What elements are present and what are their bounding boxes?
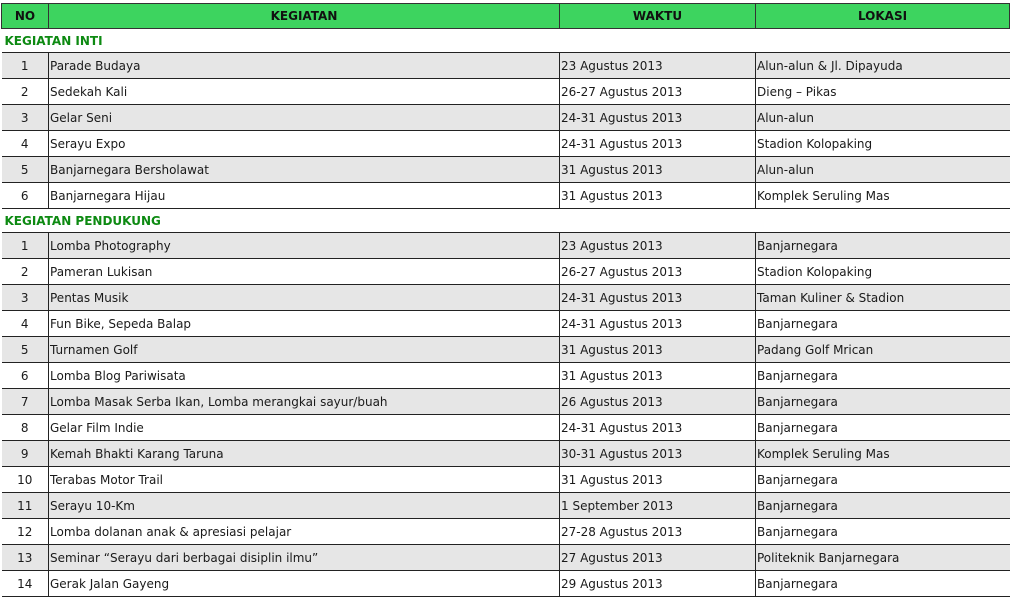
section-row <box>2 209 1010 233</box>
cell-lokasi: Stadion Kolopaking <box>756 259 1010 285</box>
cell-waktu: 23 Agustus 2013 <box>560 53 756 79</box>
cell-lokasi: Banjarnegara <box>756 493 1010 519</box>
cell-waktu: 31 Agustus 2013 <box>560 363 756 389</box>
cell-no: 3 <box>2 285 49 311</box>
cell-no: 5 <box>2 337 49 363</box>
cell-waktu: 31 Agustus 2013 <box>560 467 756 493</box>
table-row <box>2 233 1010 259</box>
schedule-table <box>1 3 1010 597</box>
cell-no: 1 <box>2 233 49 259</box>
cell-kegiatan: Terabas Motor Trail <box>49 467 560 493</box>
table-row <box>2 285 1010 311</box>
section-row <box>2 29 1010 53</box>
cell-no: 9 <box>2 441 49 467</box>
cell-lokasi: Banjarnegara <box>756 363 1010 389</box>
table-row <box>2 415 1010 441</box>
cell-waktu: 29 Agustus 2013 <box>560 571 756 597</box>
cell-lokasi: Taman Kuliner & Stadion <box>756 285 1010 311</box>
cell-kegiatan: Serayu Expo <box>49 131 560 157</box>
cell-waktu: 23 Agustus 2013 <box>560 233 756 259</box>
cell-no: 4 <box>2 311 49 337</box>
cell-kegiatan: Parade Budaya <box>49 53 560 79</box>
cell-kegiatan: Banjarnegara Hijau <box>49 183 560 209</box>
cell-no: 10 <box>2 467 49 493</box>
table-body <box>2 29 1010 597</box>
cell-kegiatan: Turnamen Golf <box>49 337 560 363</box>
table-row <box>2 337 1010 363</box>
cell-lokasi: Banjarnegara <box>756 311 1010 337</box>
cell-waktu: 31 Agustus 2013 <box>560 183 756 209</box>
cell-lokasi: Komplek Seruling Mas <box>756 441 1010 467</box>
cell-no: 3 <box>2 105 49 131</box>
cell-no: 5 <box>2 157 49 183</box>
section-title: KEGIATAN PENDUKUNG <box>2 209 1010 233</box>
cell-no: 7 <box>2 389 49 415</box>
cell-lokasi: Banjarnegara <box>756 519 1010 545</box>
cell-no: 11 <box>2 493 49 519</box>
table-row <box>2 259 1010 285</box>
cell-waktu: 24-31 Agustus 2013 <box>560 415 756 441</box>
table-row <box>2 79 1010 105</box>
cell-kegiatan: Banjarnegara Bersholawat <box>49 157 560 183</box>
cell-lokasi: Banjarnegara <box>756 415 1010 441</box>
table-row <box>2 493 1010 519</box>
cell-no: 8 <box>2 415 49 441</box>
cell-waktu: 24-31 Agustus 2013 <box>560 105 756 131</box>
cell-kegiatan: Seminar “Serayu dari berbagai disiplin ilmu” <box>49 545 560 571</box>
cell-kegiatan: Sedekah Kali <box>49 79 560 105</box>
cell-waktu: 30-31 Agustus 2013 <box>560 441 756 467</box>
cell-lokasi: Komplek Seruling Mas <box>756 183 1010 209</box>
cell-waktu: 24-31 Agustus 2013 <box>560 285 756 311</box>
cell-kegiatan: Kemah Bhakti Karang Taruna <box>49 441 560 467</box>
cell-lokasi: Padang Golf Mrican <box>756 337 1010 363</box>
table-row <box>2 441 1010 467</box>
cell-no: 6 <box>2 183 49 209</box>
cell-lokasi: Alun-alun <box>756 157 1010 183</box>
cell-no: 12 <box>2 519 49 545</box>
cell-lokasi: Politeknik Banjarnegara <box>756 545 1010 571</box>
cell-waktu: 27-28 Agustus 2013 <box>560 519 756 545</box>
cell-kegiatan: Lomba dolanan anak & apresiasi pelajar <box>49 519 560 545</box>
cell-kegiatan: Pameran Lukisan <box>49 259 560 285</box>
cell-waktu: 31 Agustus 2013 <box>560 157 756 183</box>
header-waktu: WAKTU <box>560 4 756 29</box>
table-row <box>2 105 1010 131</box>
cell-no: 2 <box>2 79 49 105</box>
cell-lokasi: Banjarnegara <box>756 389 1010 415</box>
cell-no: 13 <box>2 545 49 571</box>
table-row <box>2 467 1010 493</box>
cell-waktu: 26 Agustus 2013 <box>560 389 756 415</box>
cell-kegiatan: Lomba Masak Serba Ikan, Lomba merangkai sayur/buah <box>49 389 560 415</box>
cell-kegiatan: Lomba Photography <box>49 233 560 259</box>
cell-lokasi: Alun-alun <box>756 105 1010 131</box>
table-row <box>2 53 1010 79</box>
table-row <box>2 157 1010 183</box>
table-row <box>2 389 1010 415</box>
cell-lokasi: Banjarnegara <box>756 571 1010 597</box>
cell-waktu: 26-27 Agustus 2013 <box>560 79 756 105</box>
header-no: NO <box>2 4 49 29</box>
cell-lokasi: Banjarnegara <box>756 467 1010 493</box>
table-row <box>2 571 1010 597</box>
cell-waktu: 27 Agustus 2013 <box>560 545 756 571</box>
cell-waktu: 1 September 2013 <box>560 493 756 519</box>
table-row <box>2 311 1010 337</box>
cell-no: 2 <box>2 259 49 285</box>
cell-no: 6 <box>2 363 49 389</box>
cell-lokasi: Stadion Kolopaking <box>756 131 1010 157</box>
cell-no: 1 <box>2 53 49 79</box>
cell-no: 14 <box>2 571 49 597</box>
section-title: KEGIATAN INTI <box>2 29 1010 53</box>
table-row <box>2 131 1010 157</box>
cell-kegiatan: Serayu 10-Km <box>49 493 560 519</box>
cell-kegiatan: Gelar Seni <box>49 105 560 131</box>
cell-no: 4 <box>2 131 49 157</box>
cell-lokasi: Dieng – Pikas <box>756 79 1010 105</box>
cell-waktu: 24-31 Agustus 2013 <box>560 311 756 337</box>
table-row <box>2 363 1010 389</box>
table-row <box>2 519 1010 545</box>
cell-waktu: 24-31 Agustus 2013 <box>560 131 756 157</box>
cell-kegiatan: Lomba Blog Pariwisata <box>49 363 560 389</box>
table-row <box>2 545 1010 571</box>
cell-kegiatan: Gelar Film Indie <box>49 415 560 441</box>
cell-kegiatan: Fun Bike, Sepeda Balap <box>49 311 560 337</box>
cell-kegiatan: Gerak Jalan Gayeng <box>49 571 560 597</box>
header-kegiatan: KEGIATAN <box>49 4 560 29</box>
table-row <box>2 183 1010 209</box>
header-row <box>2 4 1010 29</box>
header-lokasi: LOKASI <box>756 4 1010 29</box>
cell-kegiatan: Pentas Musik <box>49 285 560 311</box>
cell-lokasi: Banjarnegara <box>756 233 1010 259</box>
cell-lokasi: Alun-alun & Jl. Dipayuda <box>756 53 1010 79</box>
cell-waktu: 31 Agustus 2013 <box>560 337 756 363</box>
cell-waktu: 26-27 Agustus 2013 <box>560 259 756 285</box>
